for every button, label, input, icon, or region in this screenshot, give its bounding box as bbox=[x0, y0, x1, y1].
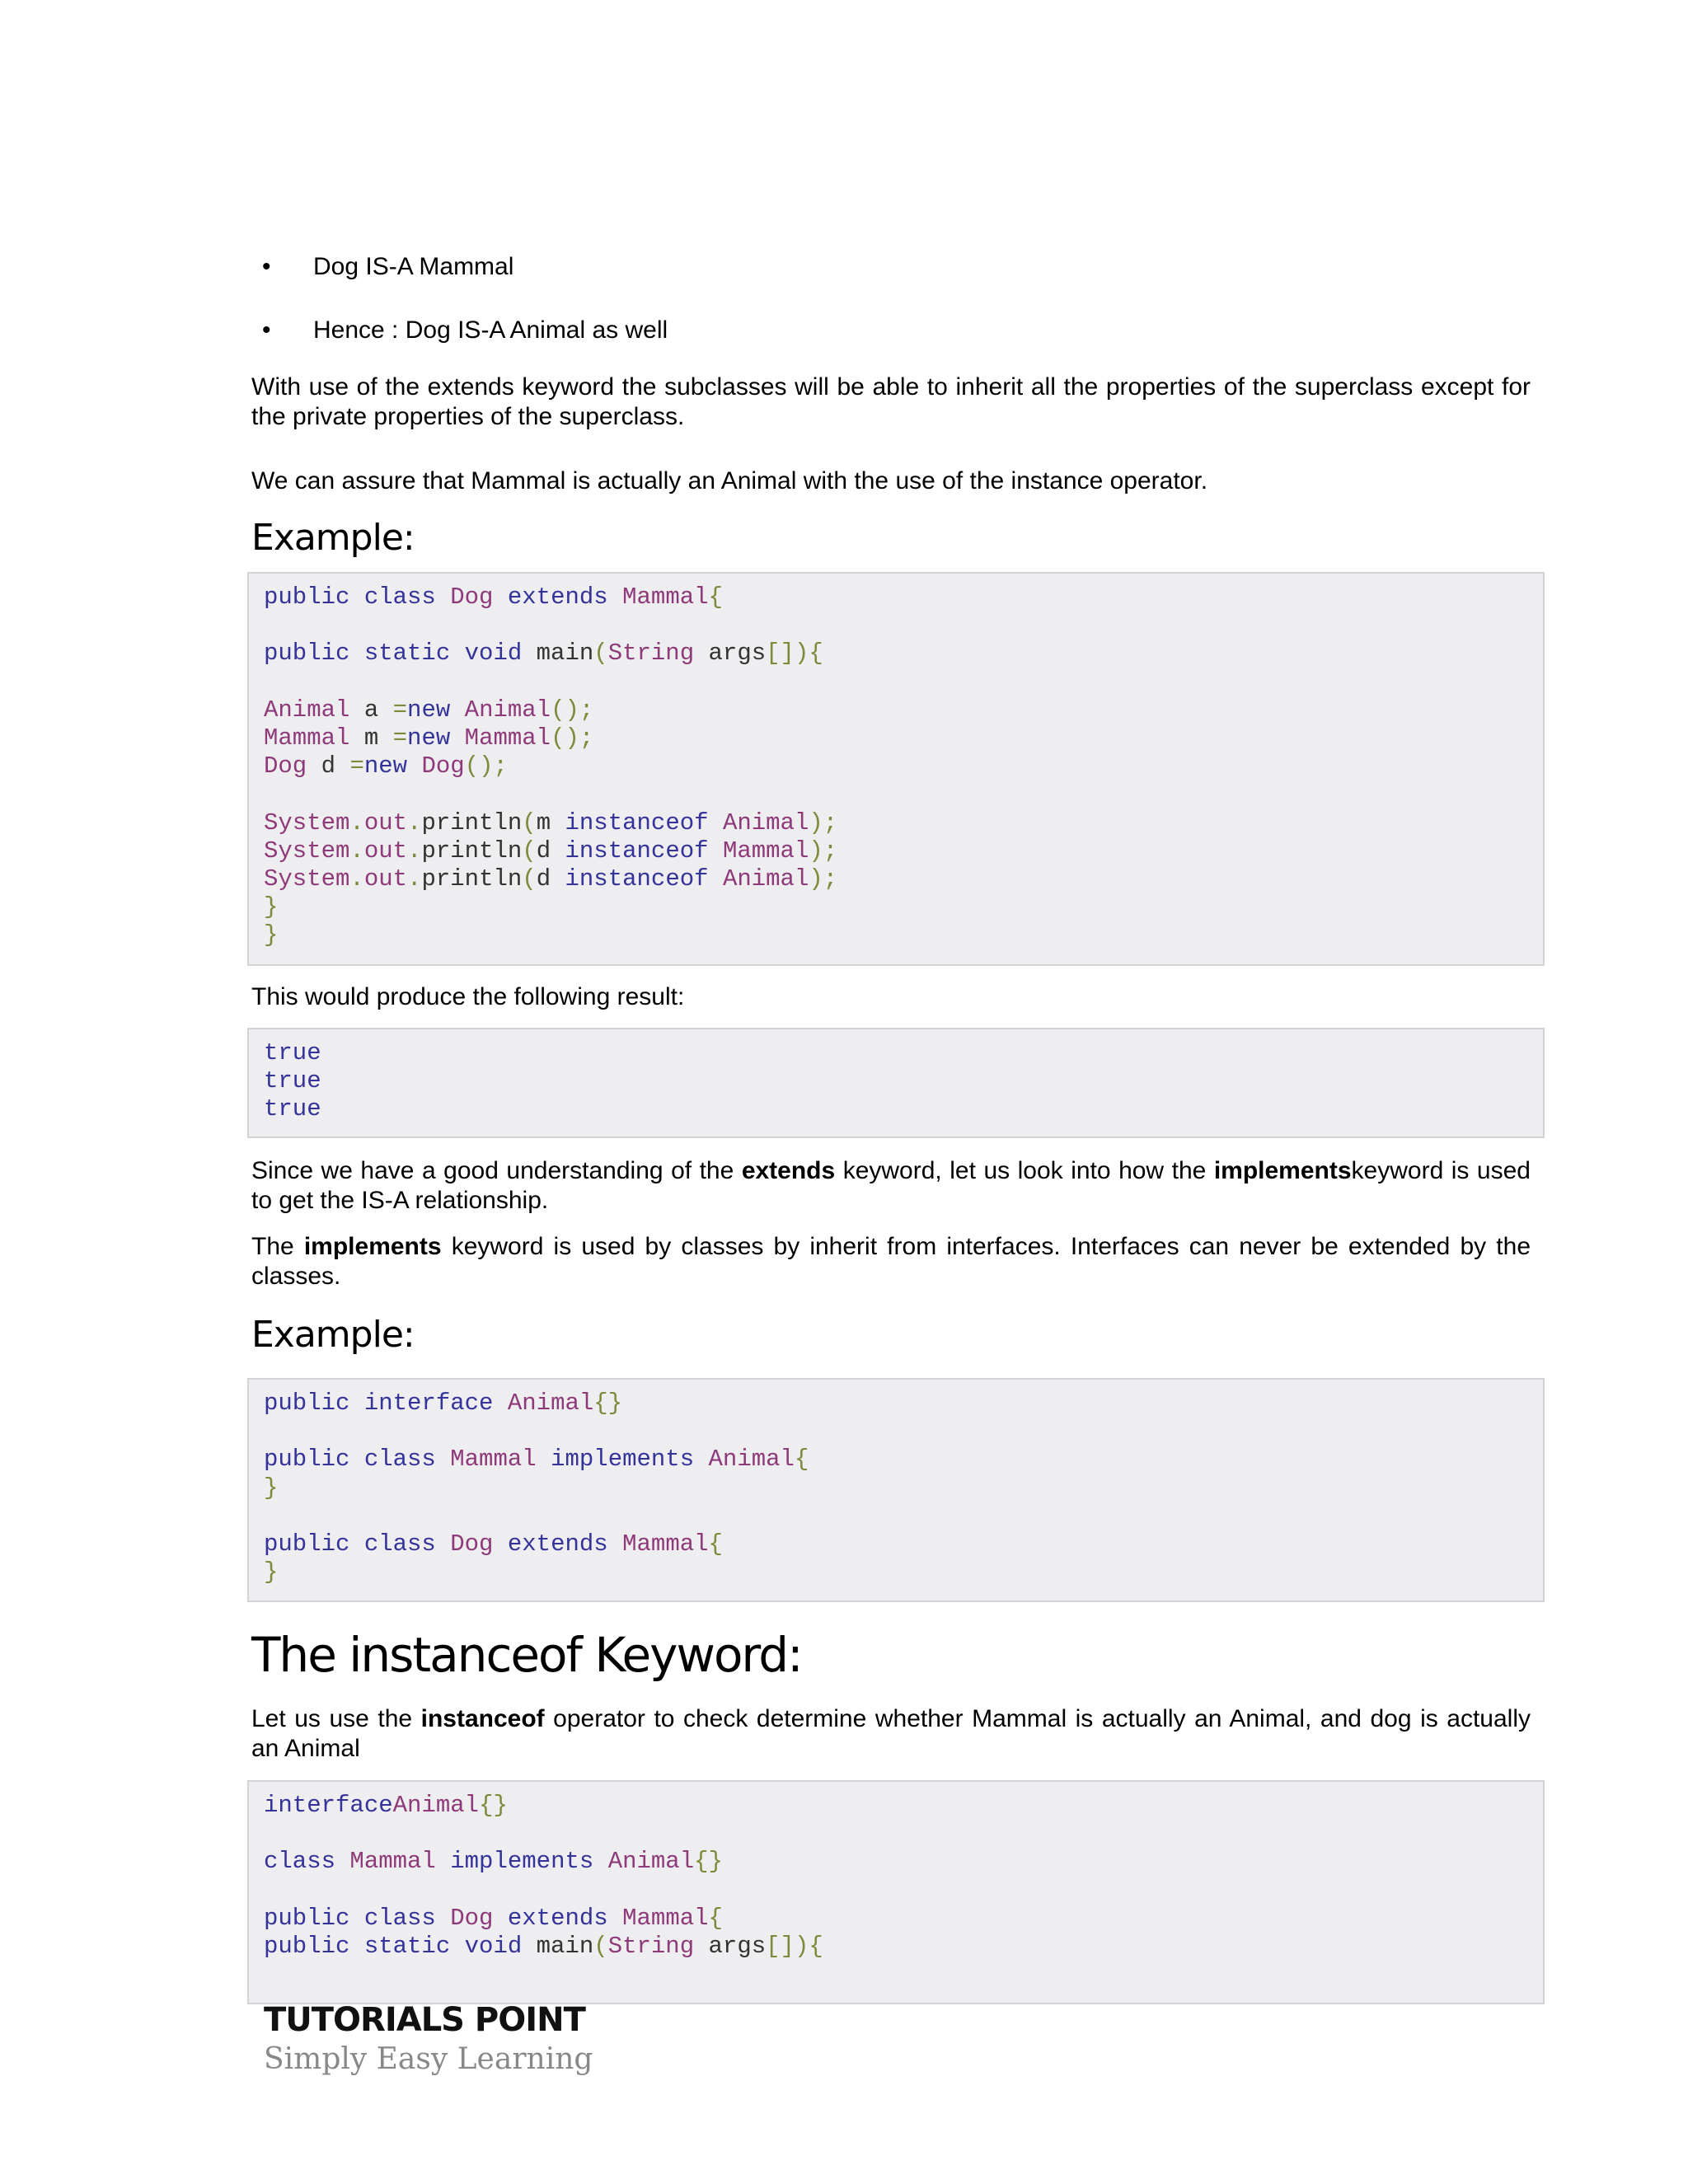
bullet-dot: • bbox=[262, 316, 271, 344]
paragraph-implements: The implements keyword is used by classes by inherit from interfaces. Interfaces can never be extended by the classes. bbox=[251, 1233, 1531, 1290]
bullet-text: Hence : Dog IS-A Animal as well bbox=[313, 316, 668, 344]
footer-brand: TUTORIALS POINT bbox=[264, 2001, 585, 2039]
code-block bbox=[247, 572, 1545, 966]
section-title: The instanceof Keyword: bbox=[251, 1627, 802, 1683]
code-block bbox=[247, 1780, 1545, 2004]
code-listing: public class Dog extends Mammal{ public static void main(String args[]){ Animal a =new Animal(); Mammal m =new Mammal(); Dog d =new Dog(); System.out.println(m instanceof Animal); System.out.println(d instanceof Mammal); System.out.println(d instanceof Animal); } } bbox=[264, 583, 838, 949]
footer-tagline: Simply Easy Learning bbox=[264, 2042, 593, 2076]
code-listing: interfaceAnimal{} class Mammal implements Animal{} public class Dog extends Mammal{ public static void main(String args[]){ bbox=[264, 1792, 823, 1961]
bullet-text: Dog IS-A Mammal bbox=[313, 253, 514, 280]
code-listing: public interface Animal{} public class Mammal implements Animal{ } public class Dog extends Mammal{ } bbox=[264, 1390, 809, 1586]
bullet-dot: • bbox=[262, 253, 271, 280]
paragraph-extends: With use of the extends keyword the subclasses will be able to inherit all the properties of the superclass except for the private properties of the superclass. bbox=[251, 373, 1531, 430]
paragraph-instance-operator: We can assure that Mammal is actually an Animal with the use of the instance operator. bbox=[251, 467, 1208, 494]
code-block bbox=[247, 1378, 1545, 1602]
output-listing: true true true bbox=[264, 1039, 321, 1123]
paragraph-implements-intro: Since we have a good understanding of the extends keyword, let us look into how the implementskeyword is used to get the IS-A relationship. bbox=[251, 1157, 1531, 1214]
output-block bbox=[247, 1028, 1545, 1138]
paragraph-instanceof: Let us use the instanceof operator to check determine whether Mammal is actually an Animal, and dog is actually an Animal bbox=[251, 1705, 1531, 1762]
heading-example: Example: bbox=[251, 1314, 415, 1356]
paragraph-result-intro: This would produce the following result: bbox=[251, 983, 685, 1010]
heading-example: Example: bbox=[251, 517, 415, 559]
